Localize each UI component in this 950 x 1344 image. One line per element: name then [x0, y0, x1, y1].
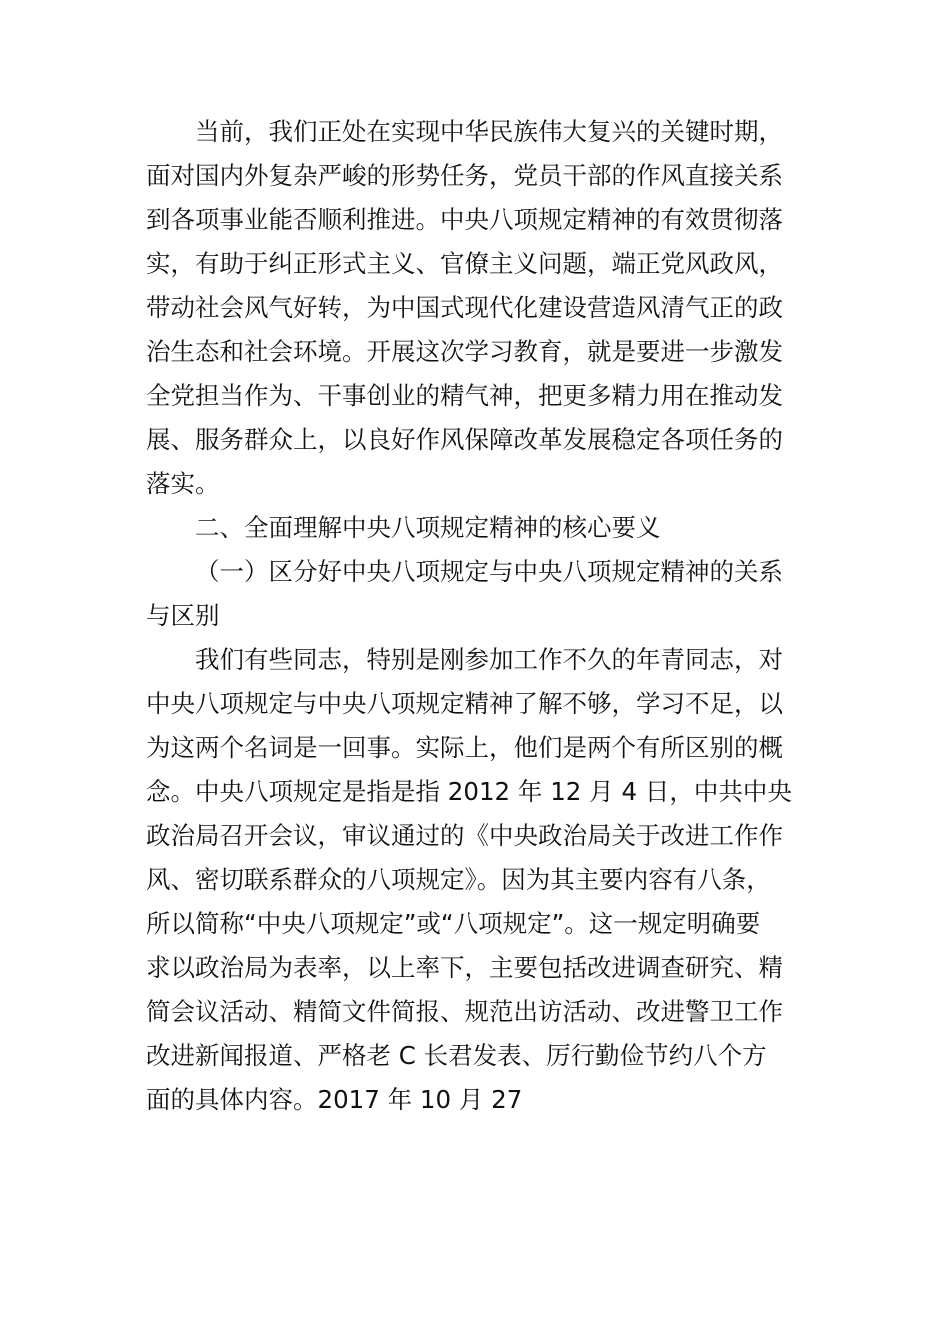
paragraph-1-line-4: 实，有助于纠正形式主义、官僚主义问题，端正党风政风， [146, 249, 783, 278]
paragraph-2-line-11: 面的具体内容。2017 年 10 月 27 [146, 1085, 523, 1114]
subsection-heading-line-1: （一）区分好中央八项规定与中央八项规定精神的关系 [195, 557, 783, 586]
paragraph-2-line-9: 简会议活动、精简文件简报、规范出访活动、改进警卫工作 [146, 997, 783, 1026]
paragraph-1-line-5: 带动社会风气好转，为中国式现代化建设营造风清气正的政 [146, 293, 783, 322]
paragraph-2-line-4: 念。中央八项规定是指是指 2012 年 12 月 4 日，中共中央 [146, 777, 792, 806]
paragraph-2-line-8: 求以政治局为表率，以上率下，主要包括改进调查研究、精 [146, 953, 783, 982]
paragraph-2-line-6: 风、密切联系群众的八项规定》。因为其主要内容有八条， [146, 865, 771, 894]
paragraph-1-line-9: 落实。 [146, 469, 220, 498]
paragraph-1-line-3: 到各项事业能否顺利推进。中央八项规定精神的有效贯彻落 [146, 205, 783, 234]
paragraph-2-line-1: 我们有些同志，特别是刚参加工作不久的年青同志，对 [195, 645, 783, 674]
subsection-heading-line-2: 与区别 [146, 601, 220, 630]
paragraph-2-line-10: 改进新闻报道、严格老 C 长君发表、厉行勤俭节约八个方 [146, 1041, 767, 1070]
paragraph-1-line-6: 治生态和社会环境。开展这次学习教育，就是要进一步激发 [146, 337, 783, 366]
paragraph-2-line-3: 为这两个名词是一回事。实际上，他们是两个有所区别的概 [146, 733, 783, 762]
section-heading: 二、全面理解中央八项规定精神的核心要义 [195, 513, 661, 542]
paragraph-1-line-1: 当前，我们正处在实现中华民族伟大复兴的关键时期， [195, 117, 783, 146]
paragraph-1-line-8: 展、服务群众上，以良好作风保障改革发展稳定各项任务的 [146, 425, 783, 454]
paragraph-2-line-2: 中央八项规定与中央八项规定精神了解不够，学习不足，以 [146, 689, 783, 718]
paragraph-1-line-7: 全党担当作为、干事创业的精气神，把更多精力用在推动发 [146, 381, 783, 410]
paragraph-1-line-2: 面对国内外复杂严峻的形势任务，党员干部的作风直接关系 [146, 161, 783, 190]
paragraph-2-line-7: 所以简称“中央八项规定”或“八项规定”。这一规定明确要 [146, 909, 761, 938]
paragraph-2-line-5: 政治局召开会议，审议通过的《中央政治局关于改进工作作 [146, 821, 783, 850]
